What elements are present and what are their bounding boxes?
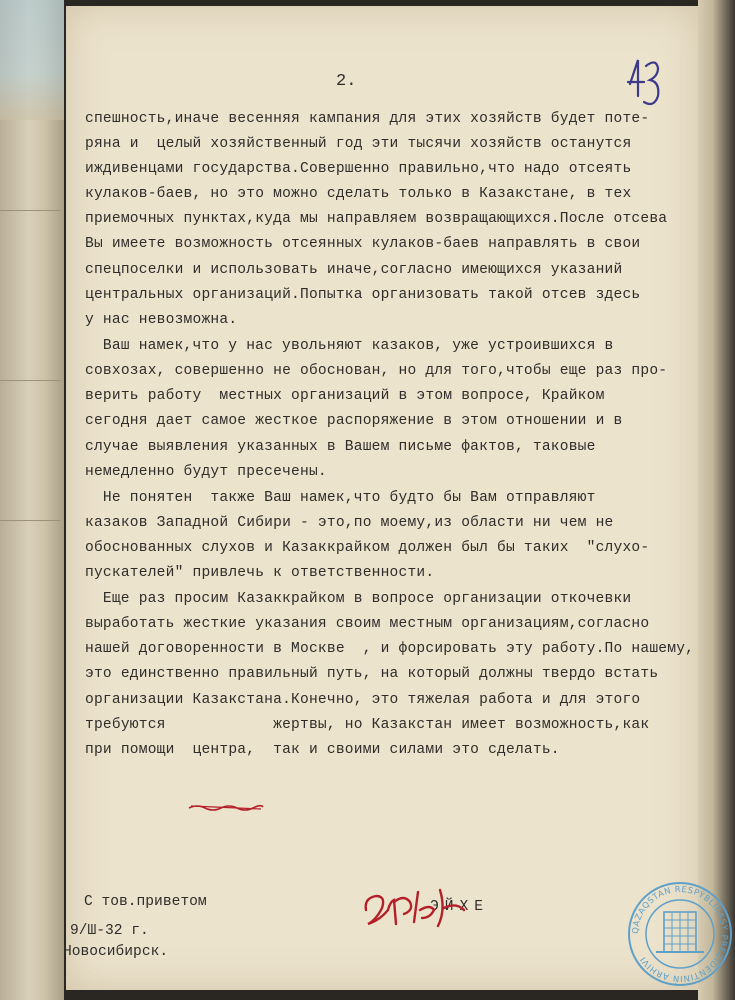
- body-text-line: сегодня дает самое жесткое распоряжение в этом отношении и в: [85, 413, 623, 429]
- letter-city: Новосибирск.: [63, 944, 169, 960]
- archive-stamp: [626, 880, 734, 988]
- body-text-line: Вы имеете возможность отсеянных кулаков-баев направлять в свои: [85, 236, 641, 252]
- body-text-line: ряна и целый хозяйственный год эти тысячи хозяйств останутся: [85, 136, 632, 152]
- archive-folder-binding: [0, 0, 64, 1000]
- page-number: 2.: [336, 72, 357, 91]
- body-text-line: выработать жесткие указания своим местным организациям,согласно: [85, 616, 650, 632]
- body-text-line: обоснованных слухов и Казаккрайком должен был бы таких "слухо-: [85, 540, 650, 556]
- body-text-line: организации Казакстана.Конечно, это тяжелая работа и для этого: [85, 692, 641, 708]
- letter-date: 9/Ш-32 г.: [70, 923, 149, 939]
- body-text-line: Ваш намек,что у нас увольняют казаков, уже устроившихся в: [76, 338, 614, 354]
- folder-label-strip: [0, 0, 64, 120]
- handwritten-signature: [360, 880, 470, 936]
- body-text-line: Еще раз просим Казаккрайком в вопросе организации откочевки: [76, 591, 632, 607]
- signatory-name: ЭЙХЕ: [430, 899, 490, 915]
- body-text-line: немедленно будут пресечены.: [85, 464, 327, 480]
- body-text-line: верить работу местных организаций в этом вопросе, Крайком: [85, 388, 605, 404]
- body-text-line: спешность,иначе весенняя кампания для этих хозяйств будет поте-: [85, 111, 650, 127]
- archive-page-number: [626, 56, 662, 112]
- body-text-line: нашей договоренности в Москве , и форсировать эту работу.По нашему,: [85, 641, 695, 657]
- folder-rule: [0, 210, 60, 211]
- folder-rule: [0, 380, 60, 381]
- body-text-line: при помощи центра, так и своими силами это сделать.: [85, 742, 560, 758]
- body-text-line: случае выявления указанных в Вашем письме фактов, таковые: [85, 439, 596, 455]
- red-strikethrough-mark: [187, 802, 265, 812]
- closing-greeting: С тов.приветом: [84, 894, 207, 910]
- body-text-line: у нас невозможна.: [85, 312, 238, 328]
- body-text-line: казаков Западной Сибири - это,по моему,из области ни чем не: [85, 515, 614, 531]
- body-text-line: приемочных пунктах,куда мы направляем возвращающихся.После отсева: [85, 211, 668, 227]
- body-text-line: это единственно правильный путь, на который должны твердо встать: [85, 666, 659, 682]
- body-text-line: требуются жертвы, но Казакстан имеет возможность,как: [85, 717, 650, 733]
- body-text-line: иждивенцами государства.Совершенно правильно,что надо отсеять: [85, 161, 632, 177]
- body-text-line: кулаков-баев, но это можно сделать только в Казакстане, в тех: [85, 186, 632, 202]
- archive-stamp-text: QAZAQSTAN RESPÝBLIKASY PREZIDENTINIŃ ARHIVI: [629, 883, 731, 985]
- body-text-line: Не понятен также Ваш намек,что будто бы Вам отправляют: [76, 490, 596, 506]
- body-text-line: центральных организаций.Попытка организовать такой отсев здесь: [85, 287, 641, 303]
- body-text-line: спецпоселки и использовать иначе,согласно имеющихся указаний: [85, 262, 623, 278]
- body-text-line: совхозах, совершенно не обоснован, но для того,чтобы еще раз про-: [85, 363, 668, 379]
- body-text-line: пускателей" привлечь к ответственности.: [85, 565, 435, 581]
- folder-rule: [0, 520, 60, 521]
- page-stack-edge: [698, 0, 735, 1000]
